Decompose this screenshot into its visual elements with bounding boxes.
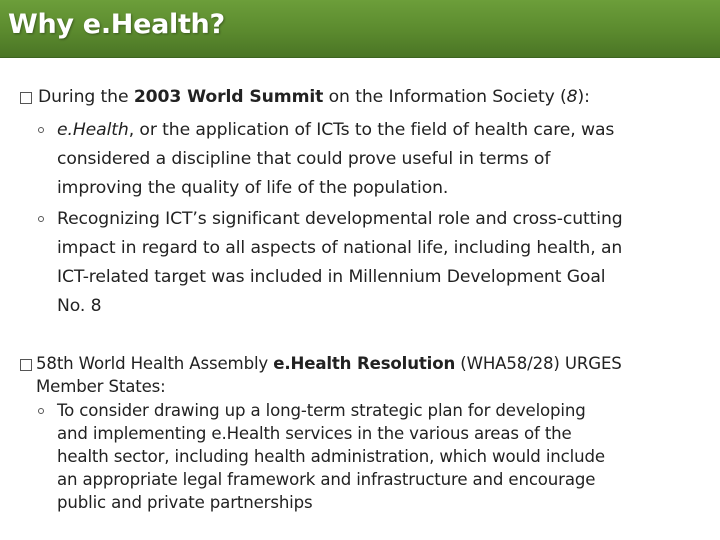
bullet2-line1: [36, 353, 622, 375]
bullet1-sub2-line4: No. 8: [57, 296, 102, 316]
bullet1-sub1-line2: considered a discipline that could prove useful in terms of: [57, 149, 551, 169]
bullet2-bold-text: e.Health Resolution: [273, 354, 456, 373]
bullet2-line2: Member States:: [36, 377, 166, 396]
bullet1-line1: [38, 86, 590, 108]
square-bullet-icon: [20, 359, 32, 371]
ring-bullet-icon: [38, 127, 44, 133]
bullet1-sub1-line3: improving the quality of life of the population.: [57, 178, 449, 198]
slide-title: Why e.Health?: [8, 9, 225, 40]
bullet1-sub2-line3: ICT-related target was included in Millennium Development Goal: [57, 267, 606, 287]
bullet2-sub1-line2: and implementing e.Health services in the various areas of the: [57, 424, 572, 443]
ring-bullet-icon: [38, 216, 44, 222]
bullet2-sub1-line4: an appropriate legal framework and infrastructure and encourage: [57, 470, 596, 489]
bullet1-sub2-line1: Recognizing ICT’s significant developmental role and cross-cutting: [57, 209, 623, 229]
bullet1-sub1-italic: e.Health: [57, 120, 129, 140]
title-bar: [0, 0, 720, 58]
square-bullet-icon: [20, 92, 32, 104]
bullet1-sub1-line1: [57, 119, 614, 141]
bullet1-bold-text: 2003 World Summit: [133, 87, 324, 107]
bullet1-text-mid: on the Information Society (: [323, 87, 567, 107]
bullet2-sub1-line1: To consider drawing up a long-term strategic plan for developing: [57, 401, 586, 420]
bullet1-sub2-line2: impact in regard to all aspects of national life, including health, an: [57, 238, 623, 258]
bullet2-sub1-line3: health sector, including health administration, which would include: [57, 447, 605, 466]
bullet2-text-post: (WHA58/28) URGES: [455, 354, 622, 373]
bullet1-sub1-line1-rest: , or the application of ICTs to the field of health care, was: [128, 120, 615, 140]
bullet1-text-post: ):: [577, 87, 590, 107]
bullet1-text-pre: During the: [38, 87, 134, 107]
ring-bullet-icon: [38, 408, 44, 414]
bullet1-italic-text: 8: [566, 87, 578, 107]
bullet2-text-pre: 58th World Health Assembly: [36, 354, 274, 373]
bullet2-sub1-line5: public and private partnerships: [57, 493, 313, 512]
